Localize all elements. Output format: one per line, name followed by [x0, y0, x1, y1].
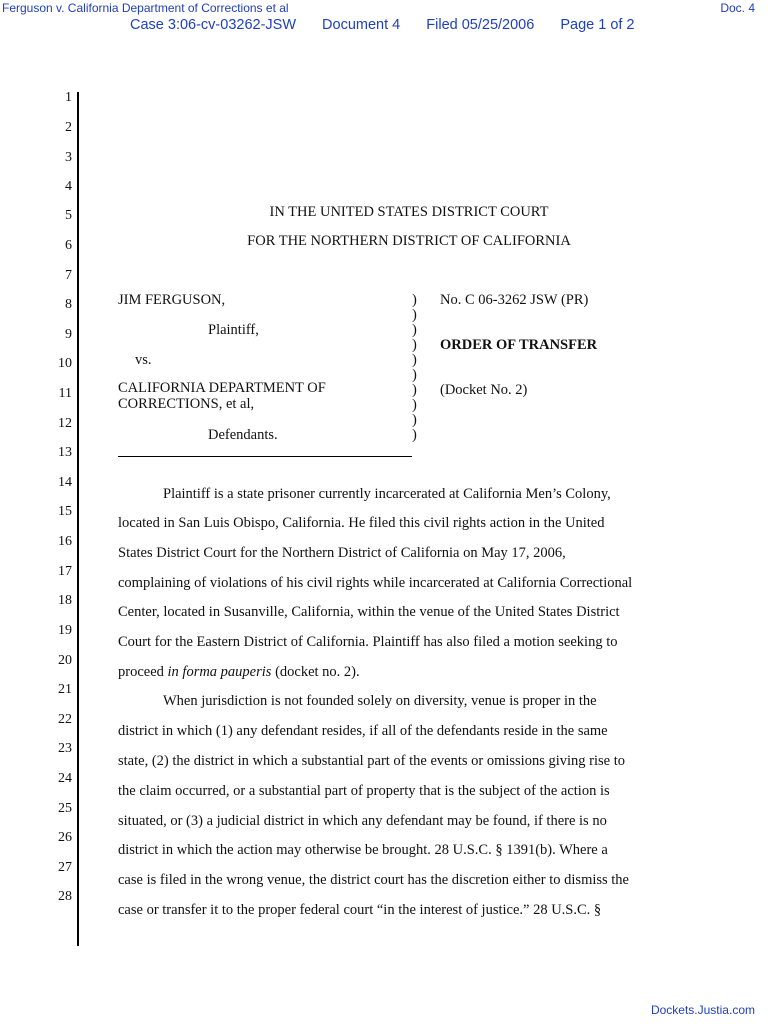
- line-number: 25: [58, 801, 72, 816]
- line-number: 3: [65, 150, 72, 165]
- caption-rule: [118, 456, 412, 457]
- margin-rule: [77, 92, 79, 946]
- body-line: district in which the action may otherwise be brought. 28 U.S.C. § 1391(b). Where a: [118, 842, 608, 858]
- defendant-name-line-1: CALIFORNIA DEPARTMENT OF: [118, 380, 326, 396]
- line-number: 9: [65, 327, 72, 342]
- caption-paren: ): [412, 322, 417, 338]
- court-heading-line-1: IN THE UNITED STATES DISTRICT COURT: [269, 204, 549, 220]
- line-number: 4: [65, 179, 72, 194]
- line-number: 11: [58, 386, 72, 401]
- caption-paren: ): [412, 412, 417, 428]
- line-number: 5: [65, 208, 72, 223]
- caption-paren: ): [412, 352, 417, 368]
- line-number: 28: [58, 889, 72, 904]
- body-line: Court for the Eastern District of California. Plaintiff has also filed a motion seeking to: [118, 634, 618, 650]
- order-title: ORDER OF TRANSFER: [440, 337, 598, 353]
- filed-date: Filed 05/25/2006: [426, 17, 535, 33]
- document-number: Document 4: [322, 17, 401, 33]
- body-line: located in San Luis Obispo, California. He filed this civil rights action in the United: [118, 515, 605, 531]
- caption-paren: ): [412, 307, 417, 323]
- line-number: 14: [58, 475, 72, 490]
- ifp-after: (docket no. 2).: [271, 664, 360, 680]
- line-number: 10: [58, 356, 72, 371]
- ifp-before: proceed: [118, 664, 168, 680]
- line-number: 20: [58, 653, 72, 668]
- line-number: 15: [58, 504, 72, 519]
- versus: vs.: [135, 352, 152, 368]
- line-number: 26: [58, 830, 72, 845]
- line-number: 19: [58, 623, 72, 638]
- caption-paren: ): [412, 397, 417, 413]
- ifp-italic: in forma pauperis: [167, 664, 272, 680]
- body-line: case is filed in the wrong venue, the district court has the discretion either to dismiss the: [118, 872, 629, 888]
- line-number: 7: [65, 268, 72, 283]
- line-number: 13: [58, 445, 72, 460]
- court-heading-line-2: FOR THE NORTHERN DISTRICT OF CALIFORNIA: [247, 233, 571, 249]
- defendant-role: Defendants.: [208, 427, 278, 443]
- line-number: 12: [58, 416, 72, 431]
- case-number: Case 3:06-cv-03262-JSW: [130, 17, 297, 33]
- page-count: Page 1 of 2: [560, 17, 635, 33]
- line-number: 27: [58, 860, 72, 875]
- line-number: 16: [58, 534, 72, 549]
- line-number: 22: [58, 712, 72, 727]
- line-number: 8: [65, 297, 72, 312]
- caption-paren: ): [412, 292, 417, 308]
- body-line-ifp: [118, 664, 360, 681]
- body-line: the claim occurred, or a substantial part of property that is the subject of the action is: [118, 783, 610, 799]
- body-line: States District Court for the Northern District of California on May 17, 2006,: [118, 545, 566, 561]
- body-line: situated, or (3) a judicial district in which any defendant may be found, if there is no: [118, 813, 607, 829]
- body-line: district in which (1) any defendant resides, if all of the defendants reside in the same: [118, 723, 608, 739]
- docket-reference: (Docket No. 2): [440, 382, 528, 398]
- case-info-line: [130, 17, 657, 33]
- defendant-name-line-2: CORRECTIONS, et al,: [118, 396, 255, 412]
- dockets-justia-link[interactable]: Dockets.Justia.com: [650, 1003, 755, 1017]
- body-line: state, (2) the district in which a substantial part of the events or omissions giving rise to: [118, 753, 626, 769]
- line-number: 24: [58, 771, 72, 786]
- line-number: 6: [65, 238, 72, 253]
- line-number: 1: [65, 90, 72, 105]
- plaintiff-name: JIM FERGUSON,: [118, 292, 226, 308]
- line-number: 17: [58, 564, 72, 579]
- plaintiff-role: Plaintiff,: [208, 322, 259, 338]
- caption-paren: ): [412, 427, 417, 443]
- body-line: Plaintiff is a state prisoner currently incarcerated at California Men’s Colony,: [163, 486, 611, 502]
- doc-number-link[interactable]: Doc. 4: [720, 1, 755, 15]
- caption-paren: ): [412, 382, 417, 398]
- caption-paren: ): [412, 367, 417, 383]
- line-number: 18: [58, 593, 72, 608]
- line-number: 23: [58, 741, 72, 756]
- body-line: Center, located in Susanville, California, within the venue of the United States District: [118, 604, 620, 620]
- body-line: case or transfer it to the proper federal court “in the interest of justice.” 28 U.S.C. §: [118, 902, 602, 918]
- line-number: 2: [65, 120, 72, 135]
- case-number-caption: No. C 06-3262 JSW (PR): [440, 292, 589, 308]
- body-line: complaining of violations of his civil rights while incarcerated at California Correctional: [118, 575, 633, 591]
- line-number: 21: [58, 682, 72, 697]
- body-line: When jurisdiction is not founded solely on diversity, venue is proper in the: [163, 693, 597, 709]
- case-title-link[interactable]: Ferguson v. California Department of Corrections et al: [2, 1, 289, 15]
- caption-paren: ): [412, 337, 417, 353]
